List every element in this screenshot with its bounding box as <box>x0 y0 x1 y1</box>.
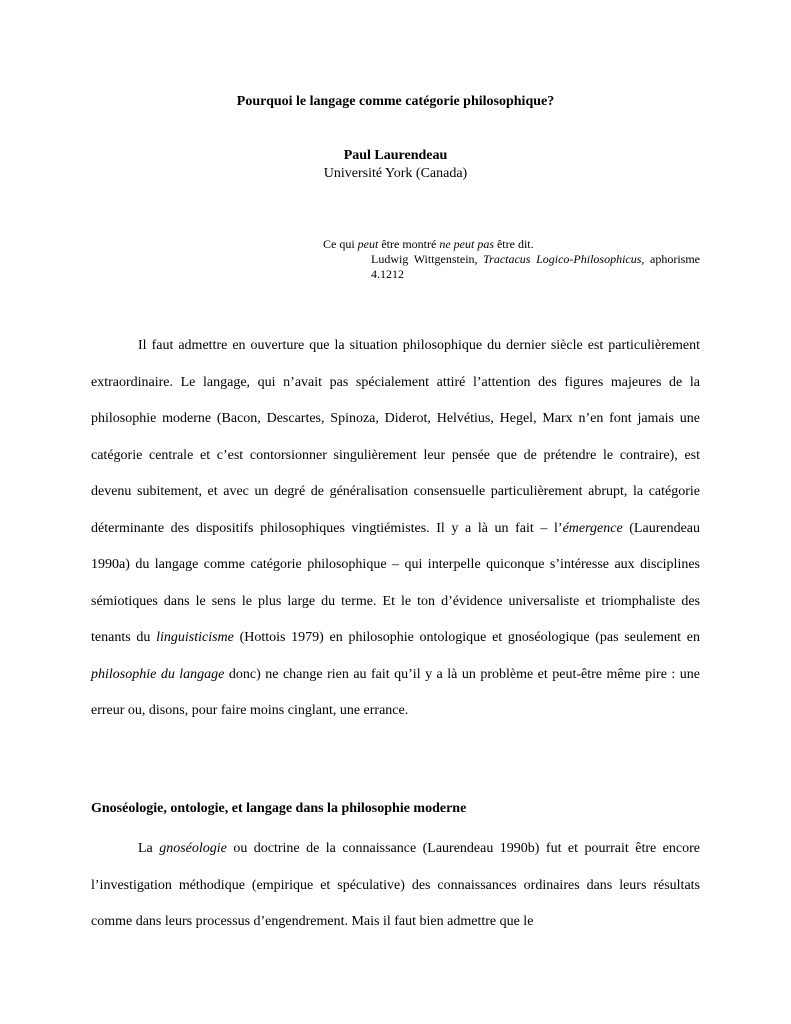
paragraph-emphasis: linguisticisme <box>156 630 234 645</box>
paragraph-run: (Laurendeau 1990a) du langage comme catégorie philosophique – qui interpelle quiconque s’intéresse aux disciplines sémiotiques dans le sens le plus large du terme. Et le ton d’évidence universaliste et triomphaliste des tenants du <box>91 520 701 645</box>
epigraph-quote-text: Ce qui <box>323 237 358 251</box>
section-heading: Gnoséologie, ontologie, et langage dans la philosophie moderne <box>91 801 467 816</box>
paragraph-run: (Hottois 1979) en philosophie ontologique et gnoséologique (pas seulement en <box>233 630 700 645</box>
epigraph-quote-text: être dit. <box>493 237 534 251</box>
epigraph <box>323 237 700 282</box>
epigraph-quote-text: être montré <box>378 237 440 251</box>
paragraph-run: Il faut admettre en ouverture que la situation philosophique du dernier siècle est particulièrement extraordinaire. Le langage, qui n’avait pas spécialement attiré l’attention des figures majeures de la philosophie moderne (Bacon, Descartes, Spinoza, Diderot, Helvétius, Hegel, Marx n’en font jamais une catégorie centrale et c’est contorsionner singulièrement leur pensée que de prétendre le contraire), est devenu subitement, et avec un degré de généralisation consensuelle particulièrement abrupt, la catégorie déterminante des dispositifs philosophiques vingtiémistes. Il y a là un fait – l’ <box>91 338 700 536</box>
epigraph-quote-emphasis: ne peut pas <box>439 237 494 251</box>
paragraph-emphasis: émergence <box>562 520 623 536</box>
paragraph-run: donc) ne change rien au fait qu’il y a là un problème et peut-être même pire : une erreur ou, disons, pour faire moins cinglant, une errance. <box>91 666 701 718</box>
epigraph-quote-emphasis: peut <box>357 237 379 251</box>
paragraph-run: La <box>138 841 160 856</box>
epigraph-quote <box>323 237 700 252</box>
paragraph-text <box>91 328 700 730</box>
author-name: Paul Laurendeau <box>343 148 448 163</box>
epigraph-source-reference: , aphorisme 4.1212 <box>371 252 700 281</box>
section-paragraph <box>91 831 700 941</box>
document-title: Pourquoi le langage comme catégorie philosophique? <box>236 94 555 109</box>
epigraph-source <box>371 252 700 282</box>
intro-paragraph <box>91 328 700 730</box>
epigraph-source-work: Tractacus Logico-Philosophicus <box>483 252 642 266</box>
paragraph-run: ou doctrine de la connaissance (Laurendeau 1990b) fut et pourrait être encore l’investigation méthodique (empirique et spéculative) des connaissances ordinaires dans leurs résultats comme dans leurs processus d’engendrement. Mais il faut bien admettre que le <box>91 841 700 929</box>
paragraph-emphasis: gnoséologie <box>159 841 227 856</box>
epigraph-source-author: Ludwig Wittgenstein, <box>371 252 484 266</box>
paragraph-text <box>91 831 700 941</box>
author-affiliation: Université York (Canada) <box>323 166 468 181</box>
paragraph-emphasis: philosophie du langage <box>91 666 225 682</box>
